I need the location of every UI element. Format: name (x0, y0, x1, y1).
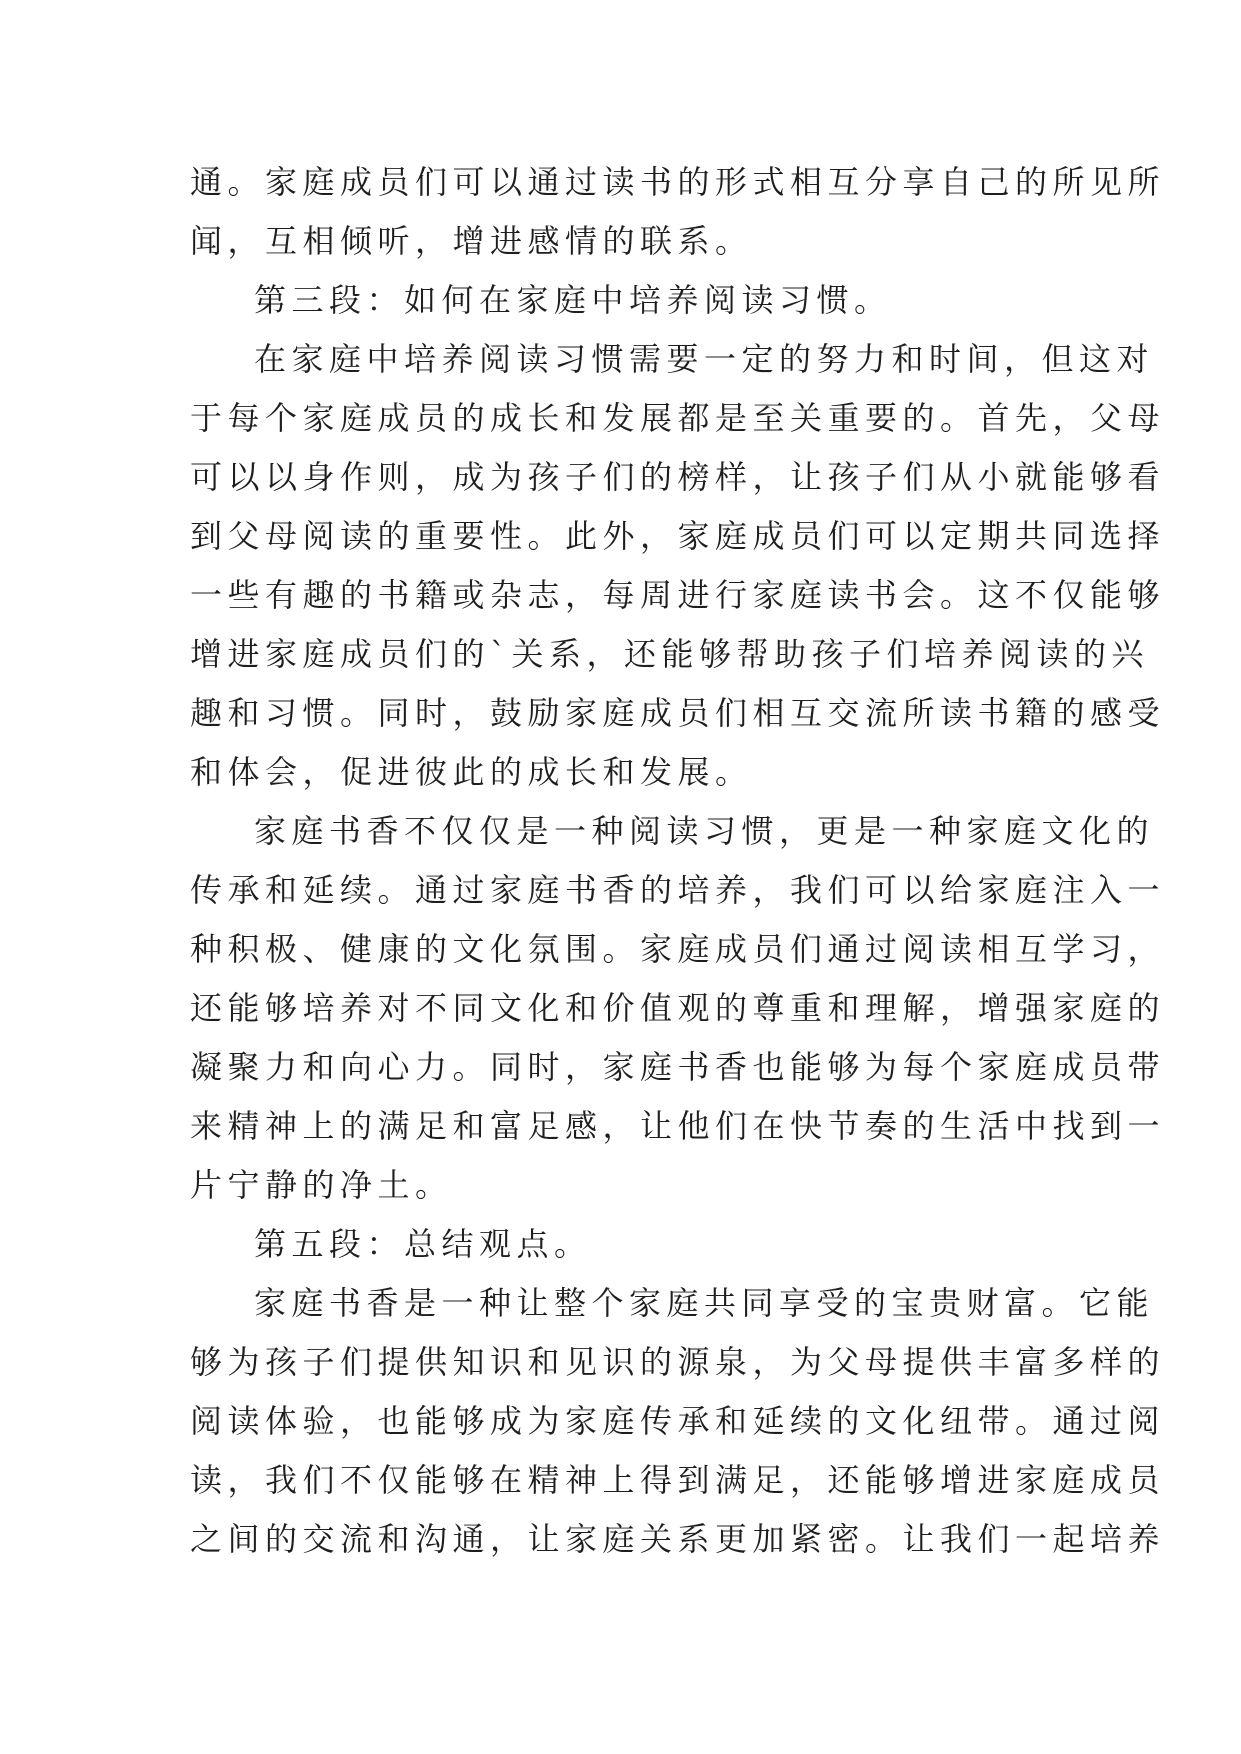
text-line: 趣和习惯。同时，鼓励家庭成员们相互交流所读书籍的感受 (190, 694, 1166, 732)
text-line: 还能够培养对不同文化和价值观的尊重和理解，增强家庭的 (190, 989, 1166, 1027)
text-line: 在家庭中培养阅读习惯需要一定的努力和时间，但这对 (254, 340, 1155, 378)
text-line: 传承和延续。通过家庭书香的培养，我们可以给家庭注入一 (190, 871, 1166, 909)
text-line: 增进家庭成员们的`关系，还能够帮助孩子们培养阅读的兴 (190, 635, 1150, 673)
text-line: 到父母阅读的重要性。此外，家庭成员们可以定期共同选择 (190, 517, 1166, 555)
text-line: 之间的交流和沟通，让家庭关系更加紧密。让我们一起培养 (190, 1520, 1166, 1558)
text-line: 片宁静的净土。 (190, 1166, 453, 1204)
section-heading: 第五段：总结观点。 (254, 1225, 592, 1263)
text-line: 一些有趣的书籍或杂志，每周进行家庭读书会。这不仅能够 (190, 576, 1166, 614)
text-line: 阅读体验，也能够成为家庭传承和延续的文化纽带。通过阅 (190, 1402, 1166, 1440)
text-line: 凝聚力和向心力。同时，家庭书香也能够为每个家庭成员带 (190, 1048, 1166, 1086)
text-line: 闻，互相倾听，增进感情的联系。 (190, 222, 753, 260)
text-line: 够为孩子们提供知识和见识的源泉，为父母提供丰富多样的 (190, 1343, 1166, 1381)
text-line: 可以以身作则，成为孩子们的榜样，让孩子们从小就能够看 (190, 458, 1166, 496)
text-line: 于每个家庭成员的成长和发展都是至关重要的。首先，父母 (190, 399, 1166, 437)
text-line: 来精神上的满足和富足感，让他们在快节奏的生活中找到一 (190, 1107, 1166, 1145)
text-line: 读，我们不仅能够在精神上得到满足，还能够增进家庭成员 (190, 1461, 1166, 1499)
section-heading: 第三段：如何在家庭中培养阅读习惯。 (254, 281, 892, 319)
text-line: 家庭书香是一种让整个家庭共同享受的宝贵财富。它能 (254, 1284, 1155, 1322)
text-line: 种积极、健康的文化氛围。家庭成员们通过阅读相互学习， (190, 930, 1166, 968)
text-line: 和体会，促进彼此的成长和发展。 (190, 753, 753, 791)
text-line: 家庭书香不仅仅是一种阅读习惯，更是一种家庭文化的 (254, 812, 1155, 850)
text-line: 通。家庭成员们可以通过读书的形式相互分享自己的所见所 (190, 163, 1166, 201)
